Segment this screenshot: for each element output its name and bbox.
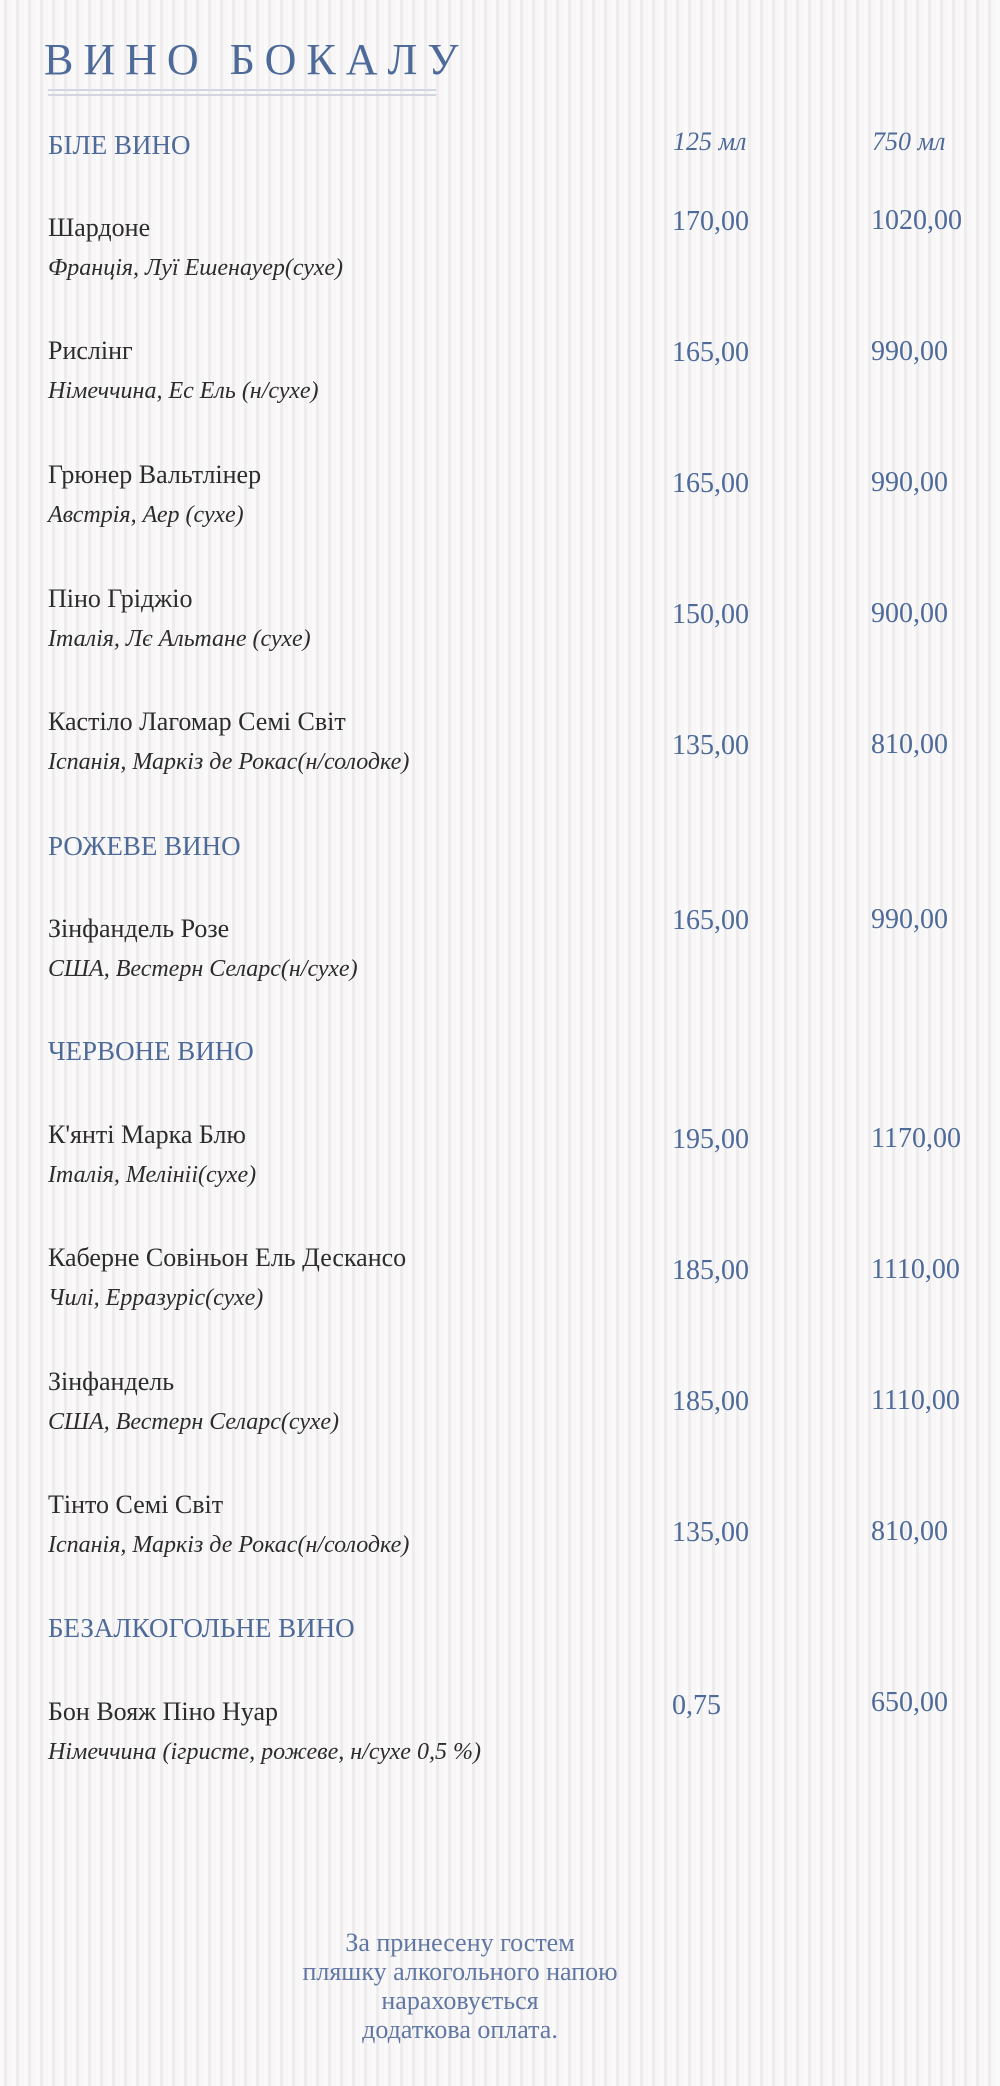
wine-origin: Чилі, Ерразуріс(сухе): [48, 1285, 264, 1311]
price-750ml: 810,00: [871, 1516, 948, 1547]
price-750ml: 650,00: [871, 1687, 948, 1718]
title-underline: [48, 89, 436, 96]
price-125ml: 165,00: [672, 905, 749, 936]
wine-name: К'янті Марка Блю: [48, 1120, 246, 1149]
footer-line: нараховується: [381, 1986, 539, 2015]
price-125ml: 170,00: [672, 206, 749, 237]
wine-origin: США, Вестерн Селарс(сухе): [48, 1409, 339, 1435]
price-125ml: 165,00: [672, 468, 749, 499]
price-125ml: 150,00: [672, 599, 749, 630]
wine-origin: Іспанія, Маркіз де Рокас(н/солодке): [48, 749, 410, 775]
price-125ml: 165,00: [672, 337, 749, 368]
wine-name: Каберне Совіньон Ель Дескансо: [48, 1243, 407, 1272]
wine-origin: Іспанія, Маркіз де Рокас(н/солодке): [48, 1532, 410, 1558]
wine-name: Грюнер Вальтлінер: [48, 460, 262, 489]
price-125ml: 135,00: [672, 730, 749, 761]
price-125ml: 135,00: [672, 1517, 749, 1548]
price-750ml: 1170,00: [871, 1123, 961, 1154]
wine-origin: Франція, Луї Ешенауер(сухе): [48, 255, 344, 281]
price-750ml: 1110,00: [871, 1254, 960, 1285]
wine-name: Кастіло Лагомар Семі Світ: [48, 707, 346, 736]
section-title-white-wine: БІЛЕ ВИНО: [48, 130, 191, 160]
wine-name: Зінфандель: [48, 1367, 175, 1396]
wine-name: Піно Гріджіо: [48, 584, 193, 613]
wine-name: Бон Вояж Піно Нуар: [48, 1697, 279, 1726]
page-title: ВИНО БОКАЛУ: [44, 35, 469, 84]
price-750ml: 1110,00: [871, 1385, 960, 1416]
footer-note: [230, 1928, 690, 2044]
column-header-125ml: 125 мл: [673, 127, 747, 156]
price-750ml: 810,00: [871, 729, 948, 760]
wine-origin: Італія, Мелініi(сухе): [48, 1162, 257, 1188]
wine-name: Тінто Семі Світ: [48, 1490, 224, 1519]
wine-origin: Австрія, Аер (сухе): [48, 502, 244, 528]
price-125ml: 185,00: [672, 1255, 749, 1286]
price-125ml: 195,00: [672, 1124, 749, 1155]
footer-line: додаткова оплата.: [362, 2015, 558, 2044]
wine-name: Рислінг: [48, 336, 133, 365]
footer-line: пляшку алкогольного напою: [302, 1957, 618, 1986]
section-title-nonalcoholic-wine: БЕЗАЛКОГОЛЬНЕ ВИНО: [48, 1613, 355, 1643]
section-title-rose-wine: РОЖЕВЕ ВИНО: [48, 831, 241, 861]
price-750ml: 900,00: [871, 598, 948, 629]
price-125ml: 185,00: [672, 1386, 749, 1417]
price-750ml: 990,00: [871, 467, 948, 498]
wine-name: Шардоне: [48, 213, 151, 242]
wine-origin: США, Вестерн Селарс(н/сухе): [48, 956, 358, 982]
price-750ml: 1020,00: [871, 205, 962, 236]
price-750ml: 990,00: [871, 336, 948, 367]
wine-origin: Німеччина (ігристе, рожеве, н/сухе 0,5 %): [48, 1739, 481, 1765]
column-header-750ml: 750 мл: [872, 127, 946, 156]
wine-name: Зінфандель Розе: [48, 914, 230, 943]
section-title-red-wine: ЧЕРВОНЕ ВИНО: [48, 1036, 254, 1066]
price-125ml: 0,75: [672, 1690, 721, 1721]
price-750ml: 990,00: [871, 904, 948, 935]
wine-origin: Німеччина, Ес Ель (н/сухе): [48, 378, 319, 404]
wine-origin: Італія, Лє Альтане (сухе): [48, 626, 311, 652]
footer-line: За принесену гостем: [345, 1928, 575, 1957]
